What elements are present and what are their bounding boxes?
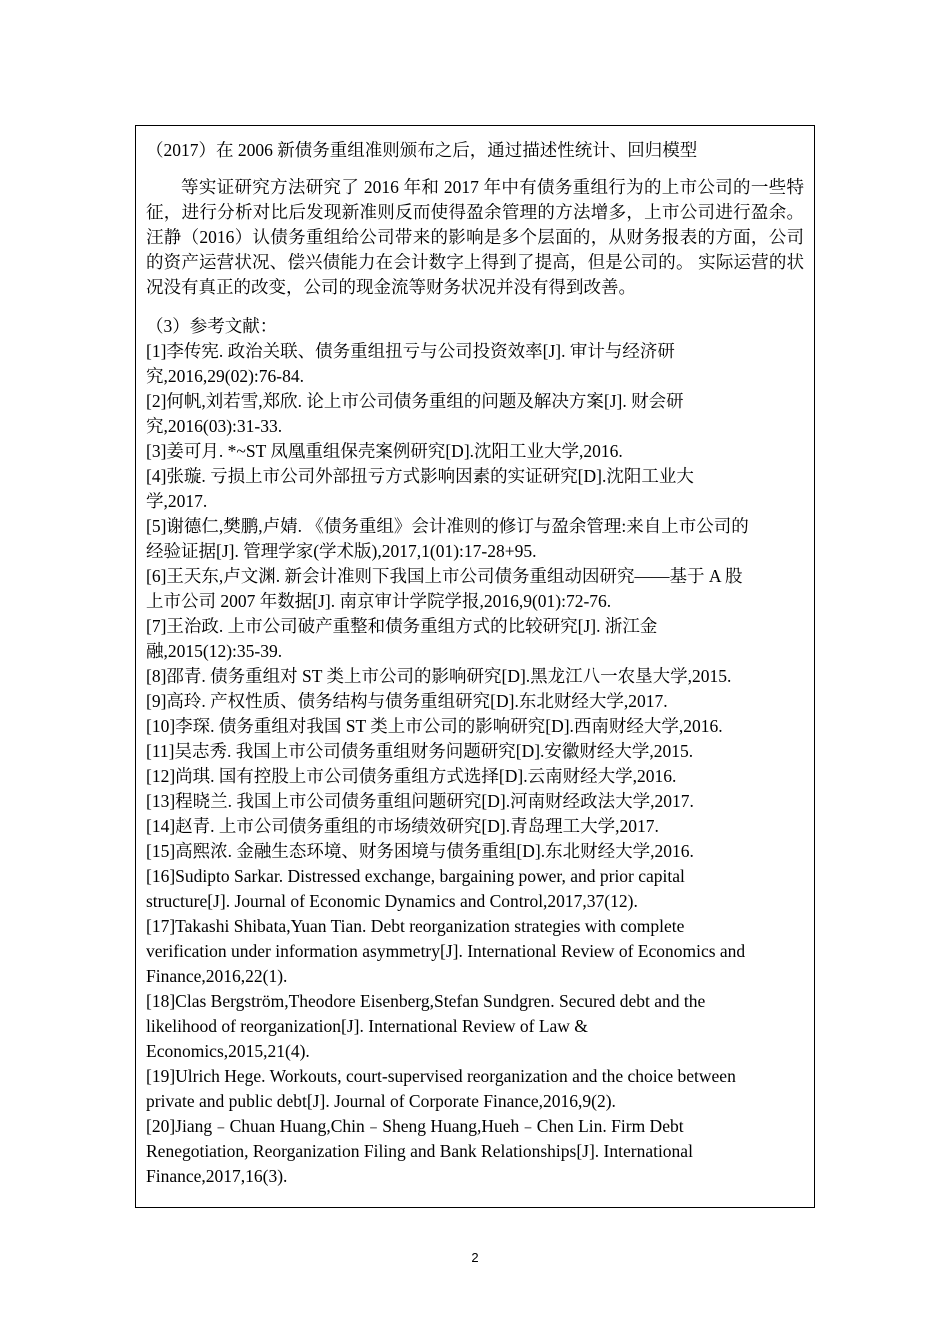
reference-line: [13]程晓兰. 我国上市公司债务重组问题研究[D].河南财经政法大学,2017. xyxy=(146,791,694,811)
intro-line: （2017）在 2006 新债务重组准则颁布之后，通过描述性统计、回归模型 xyxy=(146,140,698,160)
reference-line: 融,2015(12):35-39. xyxy=(146,641,283,661)
reference-item xyxy=(146,464,804,514)
reference-item xyxy=(146,714,804,739)
reference-line: private and public debt[J]. Journal of Corporate Finance,2016,9(2). xyxy=(146,1091,616,1111)
reference-line: [17]Takashi Shibata,Yuan Tian. Debt reorganization strategies with complete xyxy=(146,916,685,936)
reference-line: [18]Clas Bergström,Theodore Eisenberg,Stefan Sundgren. Secured debt and the xyxy=(146,991,706,1011)
reference-line: likelihood of reorganization[J]. International Review of Law & xyxy=(146,1016,588,1036)
reference-line: [2]何帆,刘若雪,郑欣. 论上市公司债务重组的问题及解决方案[J]. 财会研 xyxy=(146,391,684,411)
reference-item xyxy=(146,739,804,764)
reference-line: Finance,2016,22(1). xyxy=(146,966,288,986)
reference-item xyxy=(146,514,804,564)
reference-item xyxy=(146,814,804,839)
reference-line: Economics,2015,21(4). xyxy=(146,1041,310,1061)
reference-line: [20]Jiang﹣Chuan Huang,Chin﹣Sheng Huang,Hueh﹣Chen Lin. Firm Debt xyxy=(146,1116,684,1136)
references-title: （3）参考文献： xyxy=(146,316,278,336)
reference-line: [11]吴志秀. 我国上市公司债务重组财务问题研究[D].安徽财经大学,2015. xyxy=(146,741,694,761)
reference-line: [3]姜可月. *~ST 凤凰重组保壳案例研究[D].沈阳工业大学,2016. xyxy=(146,441,623,461)
reference-item xyxy=(146,689,804,714)
reference-line: 经验证据[J]. 管理学家(学术版),2017,1(01):17-28+95. xyxy=(146,541,537,561)
reference-item xyxy=(146,839,804,864)
reference-line: [15]高熙浓. 金融生态环境、财务困境与债务重组[D].东北财经大学,2016. xyxy=(146,841,694,861)
reference-line: [4]张璇. 亏损上市公司外部扭亏方式影响因素的实证研究[D].沈阳工业大 xyxy=(146,466,694,486)
reference-line: 究,2016(03):31-33. xyxy=(146,416,283,436)
content-box xyxy=(135,125,815,1208)
reference-item xyxy=(146,914,804,989)
reference-item xyxy=(146,1114,804,1189)
reference-item xyxy=(146,614,804,664)
reference-line: 上市公司 2007 年数据[J]. 南京审计学院学报,2016,9(01):72-76. xyxy=(146,591,612,611)
reference-item xyxy=(146,864,804,914)
reference-line: [9]高玲. 产权性质、债务结构与债务重组研究[D].东北财经大学,2017. xyxy=(146,691,668,711)
reference-item xyxy=(146,664,804,689)
reference-item xyxy=(146,789,804,814)
reference-line: Finance,2017,16(3). xyxy=(146,1166,288,1186)
reference-line: [14]赵青. 上市公司债务重组的市场绩效研究[D].青岛理工大学,2017. xyxy=(146,816,659,836)
reference-line: [10]李琛. 债务重组对我国 ST 类上市公司的影响研究[D].西南财经大学,2016. xyxy=(146,716,723,736)
reference-line: Renegotiation, Reorganization Filing and Bank Relationships[J]. International xyxy=(146,1141,693,1161)
reference-line: [5]谢德仁,樊鹏,卢婧. 《债务重组》会计准则的修订与盈余管理:来自上市公司的 xyxy=(146,516,749,536)
reference-line: structure[J]. Journal of Economic Dynamics and Control,2017,37(12). xyxy=(146,891,638,911)
reference-line: [8]邵青. 债务重组对 ST 类上市公司的影响研究[D].黑龙江八一农垦大学,2015. xyxy=(146,666,732,686)
reference-line: [19]Ulrich Hege. Workouts, court-supervised reorganization and the choice between xyxy=(146,1066,736,1086)
reference-line: [6]王天东,卢文渊. 新会计准则下我国上市公司债务重组动因研究——基于 A 股 xyxy=(146,566,743,586)
reference-line: [7]王治政. 上市公司破产重整和债务重组方式的比较研究[J]. 浙江金 xyxy=(146,616,658,636)
reference-item xyxy=(146,389,804,439)
reference-line: [12]尚琪. 国有控股上市公司债务重组方式选择[D].云南财经大学,2016. xyxy=(146,766,677,786)
reference-line: [1]李传宪. 政治关联、债务重组扭亏与公司投资效率[J]. 审计与经济研 xyxy=(146,341,675,361)
reference-line: 究,2016,29(02):76-84. xyxy=(146,366,304,386)
reference-item xyxy=(146,439,804,464)
reference-line: [16]Sudipto Sarkar. Distressed exchange, bargaining power, and prior capital xyxy=(146,866,685,886)
reference-line: 学,2017. xyxy=(146,491,208,511)
reference-item xyxy=(146,764,804,789)
page-number: 2 xyxy=(471,1250,479,1265)
reference-item xyxy=(146,1064,804,1114)
references-list xyxy=(146,339,804,1189)
reference-line: verification under information asymmetry[J]. International Review of Economics and xyxy=(146,941,746,961)
reference-item xyxy=(146,339,804,389)
reference-item xyxy=(146,564,804,614)
reference-item xyxy=(146,989,804,1064)
body-paragraph: 等实证研究方法研究了 2016 年和 2017 年中有债务重组行为的上市公司的一些特征，进行分析对比后发现新准则反而使得盈余管理的方法增多，上市公司进行盈余。汪静（2016）认债务重组给公司带来的影响是多个层面的，从财务报表的方面，公司的资产运营状况、偿兴债能力在会计数字上得到了提高，但是公司的。 实际运营的状况没有真正的改变，公司的现金流等财务状况并没有得到改善。 xyxy=(146,177,804,297)
